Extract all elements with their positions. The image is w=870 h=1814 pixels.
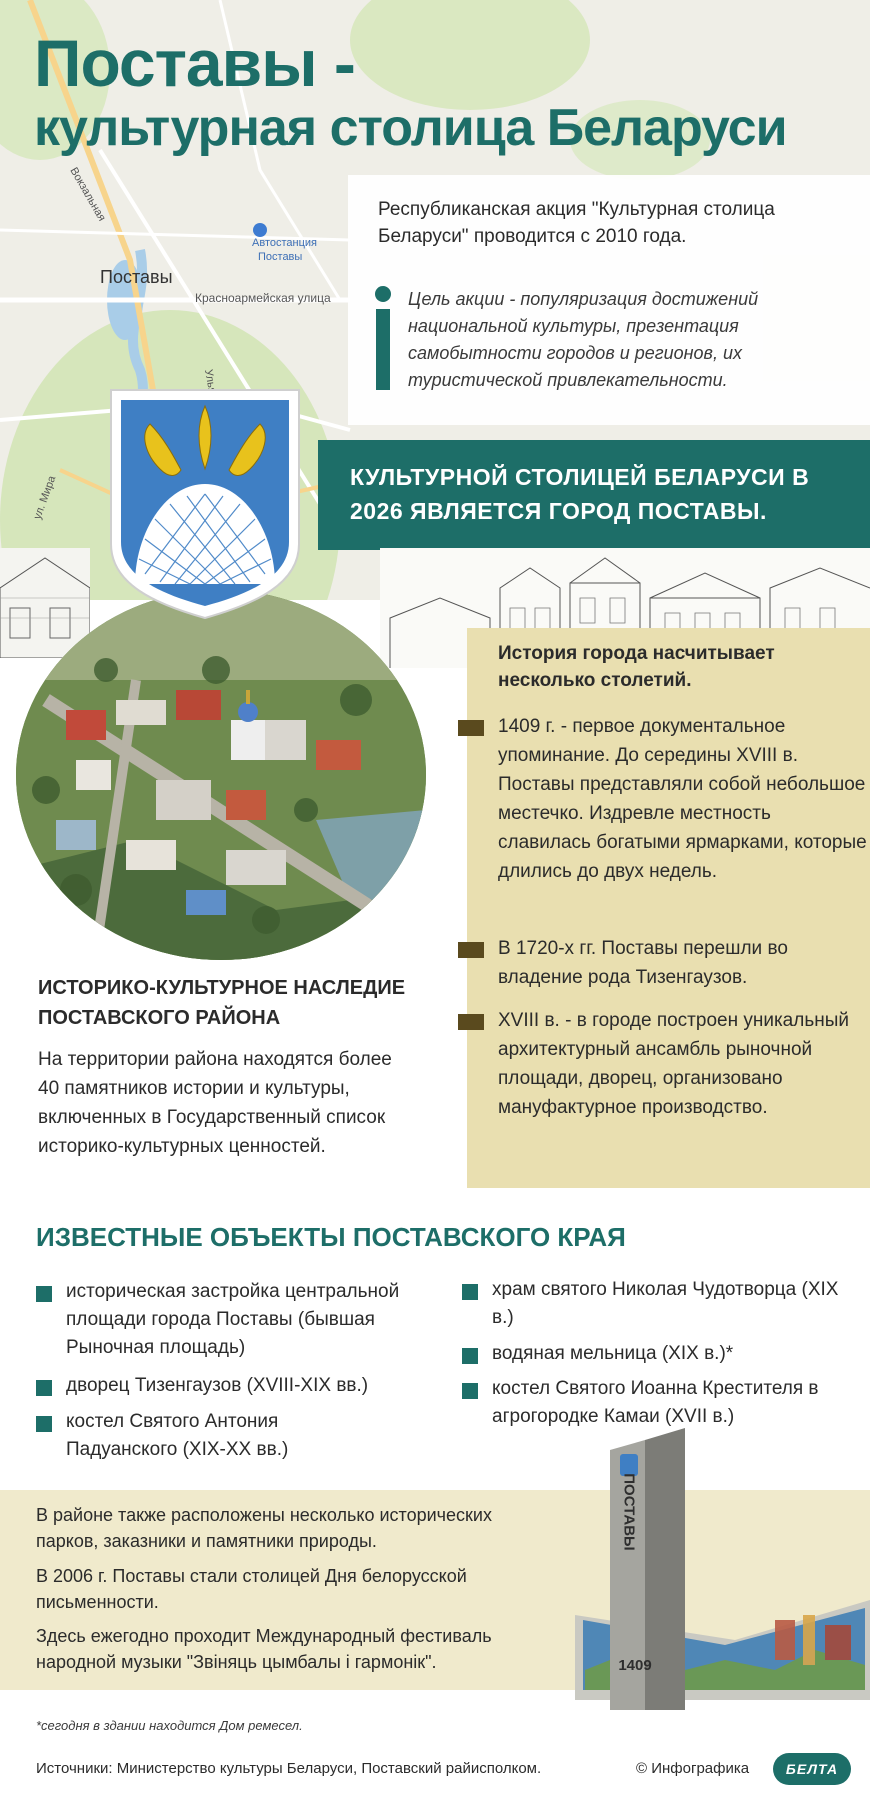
history-item-text: 1409 г. - первое документальное упоминание. До середины XVIII в. Поставы представляли собой небольшое местечко. Издревле местность славилась богатыми ярмарками, которые длились до двух недель. (498, 716, 867, 882)
intro-text: Республиканская акция "Культурная столица Беларуси" проводится с 2010 года. (378, 199, 775, 247)
sources: Источники: Министерство культуры Беларуси, Поставский райисполком. (36, 1760, 542, 1777)
bullet-marker (462, 1383, 478, 1399)
bullet-marker (462, 1284, 478, 1300)
history-item-text: В 1720-х гг. Поставы перешли во владение рода Тизенгаузов. (498, 938, 788, 988)
title-line-1: Поставы - (34, 26, 355, 100)
object-item-text: дворец Тизенгаузов (XVIII-XIX вв.) (66, 1375, 369, 1396)
bullet-marker (36, 1416, 52, 1432)
info-icon (373, 286, 393, 390)
svg-text:Красноармейская улица: Красноармейская улица (195, 291, 331, 305)
bullet-marker (458, 720, 484, 736)
bullet-marker (458, 942, 484, 958)
history-heading: История города насчитывает несколько столетий. (498, 643, 775, 691)
heritage-heading: ИСТОРИКО-КУЛЬТУРНОЕ НАСЛЕДИЕ ПОСТАВСКОГО РАЙОНА (38, 977, 406, 1029)
svg-text:ул. Мира: ул. Мира (31, 474, 59, 522)
bullet-marker (36, 1286, 52, 1302)
bottom-text: В районе также расположены несколько исторических парков, заказники и памятники природы. (36, 1505, 492, 1551)
heritage-text: На территории района находятся более 40 памятников истории и культуры, включенных в Государственный список историко-культурных ценностей. (38, 1049, 392, 1157)
bottom-text: В 2006 г. Поставы стали столицей Дня белорусской письменности. (36, 1566, 467, 1612)
svg-text:Поставы: Поставы (100, 267, 173, 287)
goal-text: Цель акции - популяризация достижений национальной культуры, презентация самобытности городов и регионов, их туристической привлекательности. (408, 289, 759, 390)
svg-text:Вокзальная: Вокзальная (67, 165, 108, 224)
object-item-text: историческая застройка центральной площади города Поставы (бывшая Рыночная площадь) (66, 1281, 400, 1358)
object-item-text: храм святого Николая Чудотворца (XIX в.) (492, 1279, 839, 1328)
svg-text:Поставы: Поставы (258, 251, 303, 263)
sketch-buildings-left (0, 548, 90, 658)
aerial-town-photo (16, 590, 426, 960)
belta-logo: БЕЛТА (773, 1753, 851, 1785)
bullet-marker (462, 1348, 478, 1364)
object-item-text: костел Святого Антония Падуанского (XIX-XX вв.) (66, 1411, 289, 1460)
banner-text: КУЛЬТУРНОЙ СТОЛИЦЕЙ БЕЛАРУСИ В 2026 ЯВЛЯЕТСЯ ГОРОД ПОСТАВЫ. (350, 464, 810, 524)
bullet-marker (36, 1380, 52, 1396)
stele-name: ПОСТАВЫ (620, 1473, 638, 1551)
footnote: *сегодня в здании находится Дом ремесел. (36, 1718, 303, 1733)
page-title (34, 26, 834, 157)
objects-heading: ИЗВЕСТНЫЕ ОБЪЕКТЫ ПОСТАВСКОГО КРАЯ (36, 1222, 626, 1252)
title-line-2: культурная столица Беларуси (34, 99, 787, 157)
object-item-text: костел Святого Иоанна Крестителя в агрогородке Камаи (XVII в.) (492, 1378, 819, 1427)
bullet-marker (458, 1014, 484, 1030)
credit: © Инфографика (636, 1760, 750, 1777)
stele-year: 1409 (618, 1657, 652, 1674)
history-item-text: XVIII в. - в городе построен уникальный архитектурный ансамбль рыночной площади, дворец, организовано мануфактурное производство. (498, 1010, 849, 1118)
coat-of-arms (105, 384, 305, 620)
svg-text:Автостанция: Автостанция (252, 237, 317, 249)
town-stele (575, 1420, 870, 1710)
object-item-text: водяная мельница (XIX в.)* (492, 1343, 734, 1364)
bottom-text: Здесь ежегодно проходит Международный фестиваль народной музыки "Звіняць цымбалы і гармонік". (36, 1626, 492, 1672)
